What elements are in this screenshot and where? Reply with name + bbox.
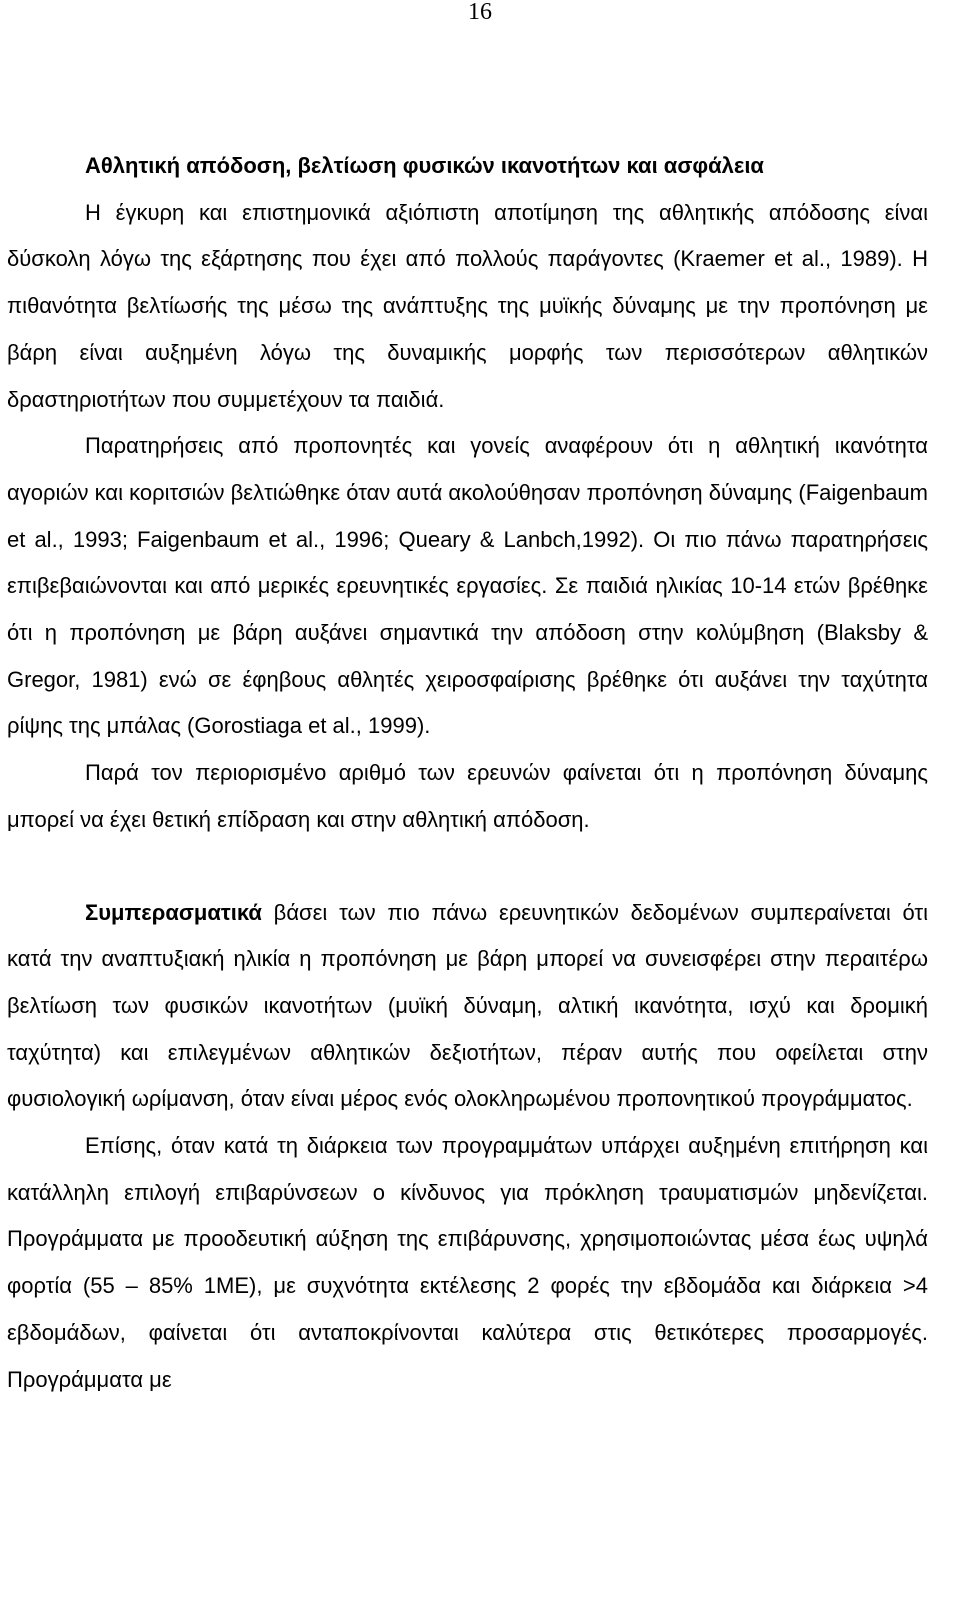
page-number: 16 (468, 0, 492, 25)
conclusion-lead: Συμπερασματικά (85, 899, 262, 925)
paragraph-5: Επίσης, όταν κατά τη διάρκεια των προγραμμάτων υπάρχει αυξημένη επιτήρηση και κατάλληλη επιλογή επιβαρύνσεων ο κίνδυνος για πρόκληση τραυματισμών μηδενίζεται. Προγράμματα με προοδευτική αύξηση της επιβάρυνσης, χρησιμοποιώντας μέσα έως υψηλά φορτία (55 – 85% 1ΜΕ), με συχνότητα εκτέλεσης 2 φορές την εβδομάδα και διάρκεια >4 εβδομάδων, φαίνεται ότι ανταποκρίνονται καλύτερα στις θετικότερες προσαρμογές. Προγράμματα με (7, 1133, 928, 1392)
section-heading: Αθλητική απόδοση, βελτίωση φυσικών ικανοτήτων και ασφάλεια (85, 153, 764, 178)
paragraph-2: Παρατηρήσεις από προπονητές και γονείς αναφέρουν ότι η αθλητική ικανότητα αγοριών και κοριτσιών βελτιώθηκε όταν αυτά ακολούθησαν προπόνηση δύναμης (Faigenbaum et al., 1993; Faigenbaum et al., 1996; Queary & Lanbch,1992). Οι πιο πάνω παρατηρήσεις επιβεβαιώνονται και από μερικές ερευνητικές εργασίες. Σε παιδιά ηλικίας 10-14 ετών βρέθηκε ότι η προπόνηση με βάρη αυξάνει σημαντικά την απόδοση στην κολύμβηση (Blaksby & Gregor, 1981) ενώ σε έφηβους αθλητές χειροσφαίρισης βρέθηκε ότι αυξάνει την ταχύτητα ρίψης της μπάλας (Gorostiaga et al., 1999). (7, 433, 928, 739)
paragraph-4 (7, 890, 928, 1124)
conclusion-text: βάσει των πιο πάνω ερευνητικών δεδομένων συμπεραίνεται ότι κατά την αναπτυξιακή ηλικία η προπόνηση με βάρη μπορεί να συνεισφέρει στην περαιτέρω βελτίωση των φυσικών ικανοτήτων (μυϊκή δύναμη, αλτική ικανότητα, ισχύ και δρομική ταχύτητα) και επιλεγμένων αθλητικών δεξιοτήτων, πέραν αυτής που οφείλεται στην φυσιολογική ωρίμανση, όταν είναι μέρος ενός ολοκληρωμένου προπονητικού προγράμματος. (7, 899, 928, 1112)
paragraph-gap (7, 844, 928, 890)
paragraph-3: Παρά τον περιορισμένο αριθμό των ερευνών φαίνεται ότι η προπόνηση δύναμης μπορεί να έχει θετική επίδραση και στην αθλητική απόδοση. (7, 760, 928, 832)
page-body (7, 143, 928, 1403)
paragraph-1: Η έγκυρη και επιστημονικά αξιόπιστη αποτίμηση της αθλητικής απόδοσης είναι δύσκολη λόγω της εξάρτησης που έχει από πολλούς παράγοντες (Kraemer et al., 1989). Η πιθανότητα βελτίωσής της μέσω της ανάπτυξης της μυϊκής δύναμης με την προπόνηση με βάρη είναι αυξημένη λόγω της δυναμικής μορφής των περισσότερων αθλητικών δραστηριοτήτων που συμμετέχουν τα παιδιά. (7, 199, 928, 412)
